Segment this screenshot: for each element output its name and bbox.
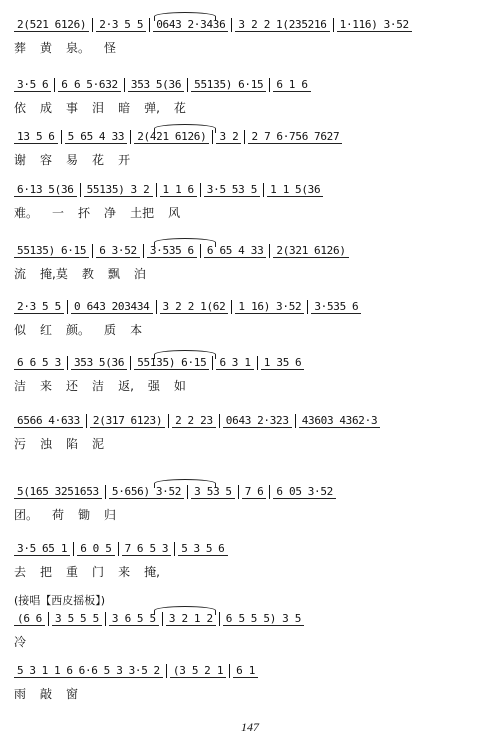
note-group: 3 (26, 664, 38, 678)
notation-row (14, 612, 486, 630)
note-group: 6·15 (178, 356, 209, 370)
note-group: 3 2 2 (235, 18, 273, 32)
lyrics-row (14, 321, 486, 337)
score-line (14, 183, 486, 231)
bar-line (269, 78, 270, 92)
bar-line (149, 18, 150, 32)
bar-line (124, 78, 125, 92)
notation-row (14, 18, 486, 36)
note-group: 0643 (153, 18, 184, 32)
lyric-char: 雨 (14, 687, 27, 701)
note-group: 5 5 (121, 18, 146, 32)
lyric-char: 洁 (92, 379, 105, 393)
note-group: 1 (39, 664, 51, 678)
lyric-char: 重 (66, 565, 79, 579)
note-group: 55135) (14, 244, 58, 258)
bar-line (229, 664, 230, 678)
note-group: 6 (216, 356, 228, 370)
note-group: 3·52 (109, 244, 140, 258)
lyrics-row (14, 151, 486, 167)
bar-line (333, 18, 334, 32)
lyric-char: 教 (81, 267, 94, 281)
note-group: 5(36 (292, 183, 323, 197)
lyric-char: 花 (173, 101, 186, 115)
note-group: 4362·3 (336, 414, 380, 428)
bar-line (269, 244, 270, 258)
note-group: 6123) (128, 414, 166, 428)
note-group: 6·15 (58, 244, 89, 258)
score-line (14, 664, 486, 712)
bar-line (118, 542, 119, 556)
bar-line (156, 183, 157, 197)
lyric-char: 黄 (40, 41, 53, 55)
lyric-char: 飘 (107, 267, 120, 281)
note-group: 5·656) (109, 485, 153, 499)
lyric-char: 事 (66, 101, 79, 115)
lyric-char: 强 (147, 379, 160, 393)
note-group: 6 (273, 78, 285, 92)
note-group: 3·5 (14, 542, 39, 556)
bar-line (295, 414, 296, 428)
score-line (14, 18, 486, 66)
note-group: 6 (33, 612, 45, 626)
notation-row (14, 78, 486, 96)
bar-line (48, 612, 49, 626)
lyric-char: 洁 (14, 379, 27, 393)
lyric-char: 红 (40, 323, 53, 337)
score-line (14, 485, 486, 533)
lyric-char: 流 (14, 267, 27, 281)
note-group: 3 2 (128, 183, 153, 197)
lyric-char: 如 (173, 379, 186, 393)
note-group: 2·3 (14, 300, 39, 314)
notation-row (14, 183, 486, 201)
note-group: 3 6 (109, 612, 134, 626)
note-group: 6·15 (235, 78, 266, 92)
score-line (14, 244, 486, 292)
note-group: 3 1 (229, 356, 254, 370)
lyric-char: 开 (118, 153, 131, 167)
note-group: 6 (77, 542, 89, 556)
bar-line (86, 414, 87, 428)
note-group: 1 16) (235, 300, 273, 314)
lyric-char: 敲 (40, 687, 53, 701)
note-group: 5 (203, 542, 215, 556)
notation-row (14, 414, 486, 432)
note-group: 6126) (172, 130, 210, 144)
lyrics-row (14, 563, 486, 579)
bar-line (168, 414, 169, 428)
note-group: 6·6 (76, 664, 101, 678)
lyric-char: 泥 (92, 437, 105, 451)
note-group: 4 33 (96, 130, 127, 144)
notation-row (14, 542, 486, 560)
notation-row (14, 300, 486, 318)
bar-line (54, 78, 55, 92)
bar-line (219, 612, 220, 626)
lyric-char: 净 (104, 206, 117, 220)
note-group: 1(62 (197, 300, 228, 314)
lyric-char: 土把 (130, 206, 155, 220)
bar-line (143, 244, 144, 258)
note-group: 3·52 (273, 300, 304, 314)
note-group: 3·52 (381, 18, 412, 32)
lyric-char: 怪 (104, 41, 117, 55)
note-group: 4·633 (45, 414, 83, 428)
lyric-char: 荷 (52, 508, 65, 522)
note-group: 6·756 (273, 130, 311, 144)
note-group: 6 (45, 130, 57, 144)
note-group: 13 5 (14, 130, 45, 144)
bar-line (92, 18, 93, 32)
lyrics-row (14, 685, 486, 701)
note-group: 1 35 (261, 356, 292, 370)
lyric-char: 冷 (14, 635, 27, 649)
lyrics-row (14, 633, 486, 649)
note-group: 65 1 (39, 542, 70, 556)
note-group: 5 (14, 664, 26, 678)
note-group: 7 (122, 542, 134, 556)
note-group: 2(321 (273, 244, 311, 258)
bar-line (263, 183, 264, 197)
note-group: 5 5) (248, 612, 279, 626)
lyric-char: 返, (118, 379, 134, 393)
note-group: 2(421 (134, 130, 172, 144)
bar-line (174, 542, 175, 556)
note-group: 5·632 (83, 78, 121, 92)
bar-line (67, 300, 68, 314)
bar-line (231, 18, 232, 32)
note-group: 6 65 (204, 244, 235, 258)
note-group: 6 05 (273, 485, 304, 499)
note-group: 6 5 (223, 612, 248, 626)
bar-line (212, 130, 213, 144)
note-group: 5 65 (65, 130, 96, 144)
note-group: 3 2 2 (160, 300, 198, 314)
note-group: 2(521 (14, 18, 52, 32)
score-line (14, 130, 486, 178)
notation-row (14, 130, 486, 148)
note-group: 3 (159, 542, 171, 556)
note-group: 6 (215, 542, 227, 556)
score-line (14, 300, 486, 348)
note-group: 2 23 (185, 414, 216, 428)
note-group: (3 5 (170, 664, 201, 678)
lyrics-row (14, 99, 486, 115)
notation-row (14, 485, 486, 503)
note-group: 2 (151, 664, 163, 678)
note-group: 7627 (311, 130, 342, 144)
note-group: 7 (242, 485, 254, 499)
note-group: 3·535 (311, 300, 349, 314)
note-group: 3251653 (52, 485, 102, 499)
lyric-char: 质 (104, 323, 117, 337)
lyric-char: 风 (168, 206, 181, 220)
note-group: 55135) (191, 78, 235, 92)
note-group: 3 53 (191, 485, 222, 499)
notation-row (14, 356, 486, 374)
lyric-char: 颜。 (66, 323, 91, 337)
note-group: 2 7 (248, 130, 273, 144)
lyric-char: 成 (40, 101, 53, 115)
bar-line (80, 183, 81, 197)
note-group: 6 (254, 485, 266, 499)
note-group: 1 1 (160, 183, 185, 197)
bar-line (92, 244, 93, 258)
note-group: 3·535 (147, 244, 185, 258)
score-line (14, 78, 486, 126)
lyric-char: 去 (14, 565, 27, 579)
bar-line (73, 542, 74, 556)
note-group: 5 3 (39, 356, 64, 370)
note-group: 3 (191, 542, 203, 556)
lyric-char: 泉。 (66, 41, 91, 55)
bar-line (244, 130, 245, 144)
note-group: 5 (222, 485, 234, 499)
bar-line (212, 356, 213, 370)
note-group: 6·13 (14, 183, 45, 197)
note-group: 353 (71, 356, 96, 370)
note-group: 6 (63, 664, 75, 678)
note-group: 1 6 (286, 78, 311, 92)
bar-line (238, 485, 239, 499)
note-group: 6 (184, 183, 196, 197)
bar-line (61, 130, 62, 144)
lyric-char: 一 (52, 206, 65, 220)
note-group: 2·3436 (184, 18, 228, 32)
note-group: 3 2 (166, 612, 191, 626)
score-line (14, 542, 486, 590)
bar-line (219, 414, 220, 428)
note-group: 353 (128, 78, 153, 92)
note-group: 5(36 (153, 78, 184, 92)
note-group: 6 6 (58, 78, 83, 92)
note-group: 5(165 (14, 485, 52, 499)
lyric-char: 容 (40, 153, 53, 167)
lyric-char: 还 (66, 379, 79, 393)
note-group: 6 5 (134, 542, 159, 556)
note-group: 6 (349, 300, 361, 314)
note-group: (6 (14, 612, 33, 626)
lyric-char: 锄 (78, 508, 91, 522)
note-group: 6566 (14, 414, 45, 428)
note-group: 6 (184, 244, 196, 258)
lyric-char: 陷 (66, 437, 79, 451)
bar-line (166, 664, 167, 678)
notation-row (14, 244, 486, 262)
lyric-char: 谢 (14, 153, 27, 167)
note-group: 1 2 (191, 612, 216, 626)
lyric-char: 归 (104, 508, 117, 522)
lyric-char: 弹, (144, 101, 160, 115)
bar-line (200, 244, 201, 258)
note-group: 3·5 (14, 78, 39, 92)
note-group: 6126) (311, 244, 349, 258)
note-group: 2 1 (201, 664, 226, 678)
lyric-char: 似 (14, 323, 27, 337)
note-group: 0 643 (71, 300, 109, 314)
notation-row (14, 664, 486, 682)
note-group: 3 5 (279, 612, 304, 626)
lyric-char: 来 (40, 379, 53, 393)
note-group: 5 (178, 542, 190, 556)
note-group: 2·3 (96, 18, 121, 32)
bar-line (187, 78, 188, 92)
bar-line (200, 183, 201, 197)
note-group: 5 5 (39, 300, 64, 314)
lyric-char: 泪 (92, 101, 105, 115)
note-group: 55135) (134, 356, 178, 370)
note-group: 1·116) (337, 18, 381, 32)
note-group: 3·5 (204, 183, 229, 197)
lyrics-row (14, 265, 486, 281)
note-group: 4 33 (235, 244, 266, 258)
note-group: 6 1 (233, 664, 258, 678)
lyric-char: 浊 (40, 437, 53, 451)
lyric-char: 来 (118, 565, 131, 579)
note-group: 43603 (299, 414, 337, 428)
note-group: 5 5 (134, 612, 159, 626)
note-group: 6 6 (14, 356, 39, 370)
note-group: 1 (51, 664, 63, 678)
note-group: 5 5 (77, 612, 102, 626)
page-number: 147 (241, 720, 259, 734)
note-group: 2·323 (254, 414, 292, 428)
bar-line (105, 612, 106, 626)
bar-line (67, 356, 68, 370)
lyric-char: 窗 (66, 687, 79, 701)
note-group: 1(235216 (273, 18, 330, 32)
note-group: 5(36 (96, 356, 127, 370)
lyric-char: 依 (14, 101, 27, 115)
lyric-char: 污 (14, 437, 27, 451)
bar-line (307, 300, 308, 314)
note-group: 3 5 (52, 612, 77, 626)
lyric-char: 泊 (133, 267, 146, 281)
lyric-char: 掩, (144, 565, 160, 579)
lyrics-row (14, 435, 486, 451)
lyric-char: 门 (92, 565, 105, 579)
note-group: 3·5 (126, 664, 151, 678)
intro-text: (接唱【西皮摇板】) (14, 594, 106, 607)
bar-line (269, 485, 270, 499)
note-group: 5(36 (45, 183, 76, 197)
note-group: 5 3 (101, 664, 126, 678)
lyric-char: 把 (40, 565, 53, 579)
lyric-char: 团。 (14, 508, 39, 522)
bar-line (162, 612, 163, 626)
note-group: 2(317 (90, 414, 128, 428)
lyrics-row (14, 39, 486, 55)
note-group: 6126) (52, 18, 90, 32)
note-group: 1 1 (267, 183, 292, 197)
lyric-char: 本 (130, 323, 143, 337)
bar-line (130, 130, 131, 144)
note-group: 0643 (223, 414, 254, 428)
note-group: 6 (96, 244, 108, 258)
score-line (14, 414, 486, 462)
note-group: 3 2 (216, 130, 241, 144)
note-group: 203434 (109, 300, 153, 314)
score-line (14, 356, 486, 404)
lyric-char: 易 (66, 153, 79, 167)
note-group: 6 (292, 356, 304, 370)
lyric-char: 葬 (14, 41, 27, 55)
bar-line (231, 300, 232, 314)
bar-line (156, 300, 157, 314)
score-line (14, 612, 486, 660)
note-group: 0 5 (90, 542, 115, 556)
lyrics-row (14, 377, 486, 393)
note-group: 3·52 (305, 485, 336, 499)
lyric-char: 难。 (14, 206, 39, 220)
lyric-char: 掩,莫 (40, 267, 68, 281)
bar-line (105, 485, 106, 499)
note-group: 53 5 (229, 183, 260, 197)
lyric-char: 花 (92, 153, 105, 167)
bar-line (130, 356, 131, 370)
lyrics-row (14, 506, 486, 522)
lyric-char: 暗 (118, 101, 131, 115)
note-group: 6 (39, 78, 51, 92)
note-group: 3·52 (153, 485, 184, 499)
note-group: 55135) (84, 183, 128, 197)
bar-line (257, 356, 258, 370)
lyric-char: 抔 (78, 206, 91, 220)
note-group: 2 (172, 414, 184, 428)
bar-line (187, 485, 188, 499)
lyrics-row (14, 204, 486, 220)
